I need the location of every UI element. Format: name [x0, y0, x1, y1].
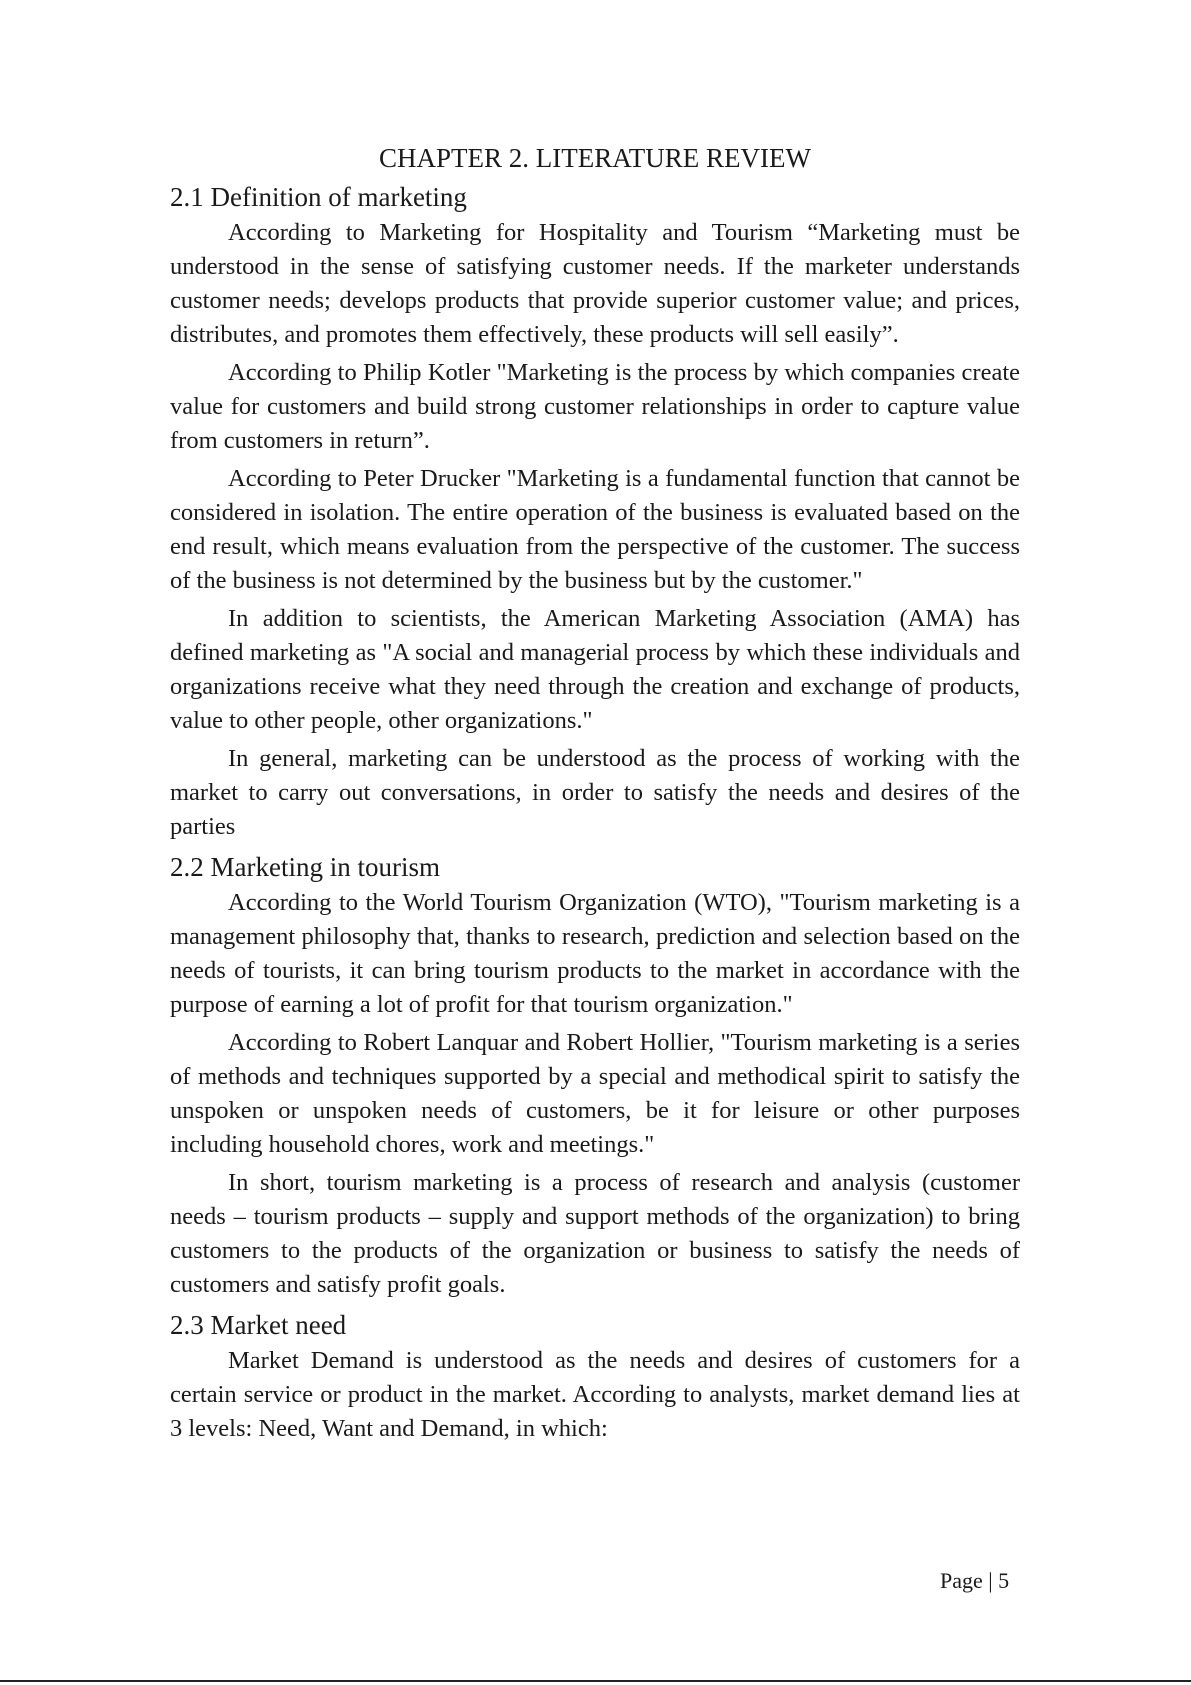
paragraph: In short, tourism marketing is a process of research and analysis (customer needs – tourism products – supply and support methods of the organization) to bring customers to the products of the organization or business to satisfy the needs of customers and satisfy profit goals. — [170, 1169, 1020, 1298]
paragraph: According to Peter Drucker "Marketing is a fundamental function that cannot be considered in isolation. The entire operation of the business is evaluated based on the end result, which means evaluation from the perspective of the customer. The success of the business is not determined by the business but by the customer." — [170, 465, 1020, 594]
page-content — [170, 138, 1020, 1450]
paragraph: Market Demand is understood as the needs and desires of customers for a certain service or product in the market. According to analysts, market demand lies at 3 levels: Need, Want and Demand, in which: — [170, 1347, 1020, 1442]
paragraph: In addition to scientists, the American Marketing Association (AMA) has defined marketing as "A social and managerial process by which these individuals and organizations receive what they need through the creation and exchange of products, value to other people, other organizations." — [170, 605, 1020, 734]
paragraph: According to Philip Kotler "Marketing is the process by which companies create value for customers and build strong customer relationships in order to capture value from customers in return”. — [170, 359, 1020, 454]
section-heading-market-need: 2.3 Market need — [170, 1310, 347, 1340]
page-bottom-divider — [0, 1680, 1191, 1682]
section-heading-definition-of-marketing: 2.1 Definition of marketing — [170, 182, 467, 212]
page-number: Page | 5 — [940, 1568, 1010, 1593]
chapter-title: CHAPTER 2. LITERATURE REVIEW — [379, 143, 811, 173]
paragraph: According to Robert Lanquar and Robert Hollier, "Tourism marketing is a series of methods and techniques supported by a special and methodical spirit to satisfy the unspoken or unspoken needs of customers, be it for leisure or other purposes including household chores, work and meetings." — [170, 1029, 1020, 1158]
paragraph: According to Marketing for Hospitality and Tourism “Marketing must be understood in the sense of satisfying customer needs. If the marketer understands customer needs; develops products that provide superior customer value; and prices, distributes, and promotes them effectively, these products will sell easily”. — [170, 219, 1020, 348]
paragraph: According to the World Tourism Organization (WTO), "Tourism marketing is a management philosophy that, thanks to research, prediction and selection based on the needs of tourists, it can bring tourism products to the market in accordance with the purpose of earning a lot of profit for that tourism organization." — [170, 889, 1020, 1018]
paragraph: In general, marketing can be understood as the process of working with the market to carry out conversations, in order to satisfy the needs and desires of the parties — [170, 745, 1020, 840]
section-heading-marketing-in-tourism: 2.2 Marketing in tourism — [170, 852, 440, 882]
